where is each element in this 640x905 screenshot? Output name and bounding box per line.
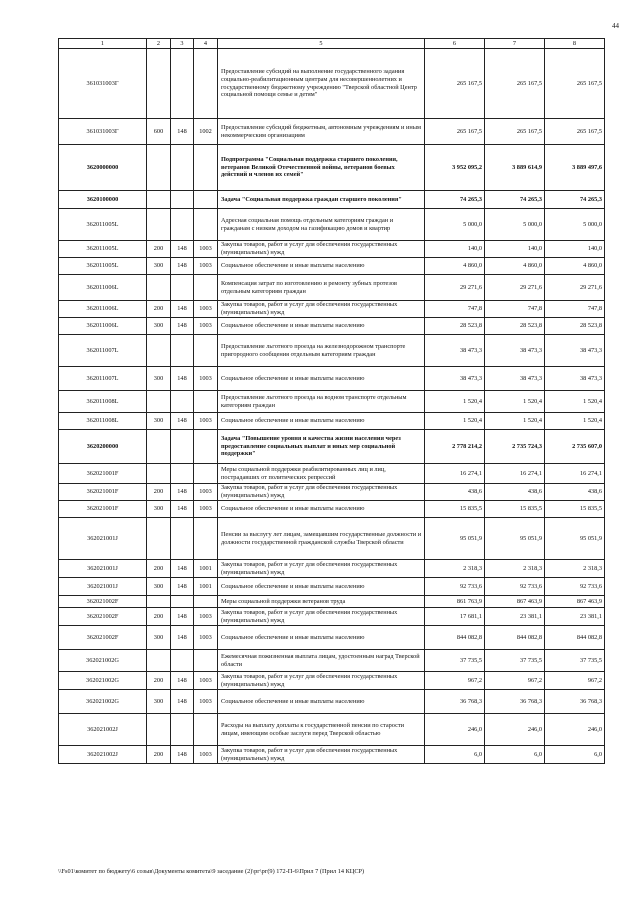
- type-cell: 300: [147, 578, 171, 596]
- amount-col8-cell: 265 167,5: [545, 49, 605, 119]
- admin-cell: [171, 145, 194, 191]
- description-cell: Социальное обеспечение и иные выплаты населению: [218, 690, 425, 714]
- section-cell: [194, 596, 218, 608]
- amount-col6-cell: 37 735,5: [425, 650, 485, 672]
- section-cell: 1003: [194, 672, 218, 690]
- amount-col6-cell: 2 318,3: [425, 560, 485, 578]
- amount-col8-cell: 867 463,9: [545, 596, 605, 608]
- code-cell: 3620100000: [59, 191, 147, 209]
- type-cell: [147, 650, 171, 672]
- amount-col6-cell: 95 051,9: [425, 518, 485, 560]
- table-row: [59, 119, 605, 145]
- description-cell: Расходы на выплату доплаты к государственной пенсии по старости лицам, имеющим особые заслуги перед Тверской областью: [218, 714, 425, 746]
- type-cell: 200: [147, 484, 171, 501]
- type-cell: 300: [147, 413, 171, 430]
- amount-col8-cell: 37 735,5: [545, 650, 605, 672]
- amount-col8-cell: 2 318,3: [545, 560, 605, 578]
- table-row: [59, 241, 605, 258]
- type-cell: 300: [147, 690, 171, 714]
- admin-cell: 148: [171, 484, 194, 501]
- code-cell: 362011005L: [59, 241, 147, 258]
- table-row: [59, 275, 605, 301]
- admin-cell: 148: [171, 672, 194, 690]
- description-cell: Социальное обеспечение и иные выплаты населению: [218, 258, 425, 275]
- admin-cell: 148: [171, 119, 194, 145]
- amount-col8-cell: 36 768,3: [545, 690, 605, 714]
- admin-cell: [171, 275, 194, 301]
- amount-col6-cell: 17 681,1: [425, 608, 485, 626]
- type-cell: [147, 518, 171, 560]
- amount-col6-cell: 265 167,5: [425, 49, 485, 119]
- type-cell: [147, 714, 171, 746]
- admin-cell: 148: [171, 746, 194, 764]
- section-cell: 1003: [194, 626, 218, 650]
- amount-col7-cell: 140,0: [485, 241, 545, 258]
- admin-cell: [171, 49, 194, 119]
- table-row: [59, 690, 605, 714]
- section-cell: [194, 464, 218, 484]
- admin-cell: 148: [171, 560, 194, 578]
- code-cell: 362021001J: [59, 560, 147, 578]
- amount-col8-cell: 28 523,8: [545, 318, 605, 335]
- table-row: [59, 49, 605, 119]
- amount-col8-cell: 38 473,3: [545, 367, 605, 391]
- section-cell: [194, 335, 218, 367]
- admin-cell: 148: [171, 413, 194, 430]
- amount-col7-cell: 37 735,5: [485, 650, 545, 672]
- type-cell: 300: [147, 367, 171, 391]
- amount-col7-cell: 967,2: [485, 672, 545, 690]
- amount-col7-cell: 265 167,5: [485, 49, 545, 119]
- admin-cell: 148: [171, 501, 194, 518]
- amount-col8-cell: 92 733,6: [545, 578, 605, 596]
- type-cell: [147, 191, 171, 209]
- amount-col6-cell: 28 523,8: [425, 318, 485, 335]
- admin-cell: [171, 430, 194, 464]
- amount-col7-cell: 74 265,3: [485, 191, 545, 209]
- admin-cell: 148: [171, 241, 194, 258]
- table-row: [59, 464, 605, 484]
- table-row: [59, 335, 605, 367]
- description-cell: Предоставление льготного проезда на железнодорожном транспорте пригородного сообщения отдельным категориям граждан: [218, 335, 425, 367]
- description-cell: Социальное обеспечение и иные выплаты населению: [218, 318, 425, 335]
- amount-col7-cell: 29 271,6: [485, 275, 545, 301]
- amount-col7-cell: 28 523,8: [485, 318, 545, 335]
- code-cell: 362021001F: [59, 484, 147, 501]
- amount-col7-cell: 867 463,9: [485, 596, 545, 608]
- amount-col6-cell: 438,6: [425, 484, 485, 501]
- section-cell: 1003: [194, 746, 218, 764]
- table-body: [59, 49, 605, 764]
- type-cell: 200: [147, 241, 171, 258]
- admin-cell: [171, 335, 194, 367]
- amount-col8-cell: 5 000,0: [545, 209, 605, 241]
- amount-col6-cell: 16 274,1: [425, 464, 485, 484]
- amount-col7-cell: 38 473,3: [485, 367, 545, 391]
- section-cell: 1003: [194, 241, 218, 258]
- amount-col7-cell: 15 835,5: [485, 501, 545, 518]
- amount-col8-cell: 1 520,4: [545, 391, 605, 413]
- amount-col6-cell: 92 733,6: [425, 578, 485, 596]
- admin-cell: 148: [171, 258, 194, 275]
- description-cell: Закупка товаров, работ и услуг для обеспечения государственных (муниципальных) нужд: [218, 560, 425, 578]
- code-cell: 3620000000: [59, 145, 147, 191]
- code-cell: 362021002G: [59, 650, 147, 672]
- header-cell: 1: [59, 39, 147, 49]
- description-cell: Задача "Повышение уровня и качества жизни населения через предоставление социальных выплат и иных мер социальной поддержки": [218, 430, 425, 464]
- amount-col7-cell: 36 768,3: [485, 690, 545, 714]
- amount-col6-cell: 1 520,4: [425, 413, 485, 430]
- amount-col6-cell: 265 167,5: [425, 119, 485, 145]
- amount-col6-cell: 140,0: [425, 241, 485, 258]
- type-cell: 200: [147, 301, 171, 318]
- admin-cell: [171, 191, 194, 209]
- page-number: 44: [612, 22, 619, 30]
- code-cell: 362021001J: [59, 578, 147, 596]
- table-row: [59, 650, 605, 672]
- description-cell: Адресная социальная помощь отдельным категориям граждан и гражданам с низким доходом на газификацию домов и квартир: [218, 209, 425, 241]
- table-header-row: [59, 39, 605, 49]
- code-cell: 361031003Г: [59, 49, 147, 119]
- type-cell: 200: [147, 560, 171, 578]
- amount-col6-cell: 844 082,8: [425, 626, 485, 650]
- amount-col7-cell: 16 274,1: [485, 464, 545, 484]
- type-cell: 200: [147, 672, 171, 690]
- section-cell: 1003: [194, 318, 218, 335]
- description-cell: Ежемесячная пожизненная выплата лицам, удостоенным наград Тверской области: [218, 650, 425, 672]
- amount-col6-cell: 2 778 214,2: [425, 430, 485, 464]
- amount-col8-cell: 438,6: [545, 484, 605, 501]
- description-cell: Закупка товаров, работ и услуг для обеспечения государственных (муниципальных) нужд: [218, 484, 425, 501]
- table-row: [59, 413, 605, 430]
- table-row: [59, 560, 605, 578]
- amount-col6-cell: 38 473,3: [425, 367, 485, 391]
- description-cell: Меры социальной поддержки ветеранов труда: [218, 596, 425, 608]
- amount-col7-cell: 1 520,4: [485, 413, 545, 430]
- amount-col7-cell: 95 051,9: [485, 518, 545, 560]
- header-cell: 6: [425, 39, 485, 49]
- code-cell: 362021001J: [59, 518, 147, 560]
- table-row: [59, 672, 605, 690]
- section-cell: 1003: [194, 367, 218, 391]
- amount-col6-cell: 38 473,3: [425, 335, 485, 367]
- admin-cell: [171, 518, 194, 560]
- admin-cell: 148: [171, 690, 194, 714]
- amount-col8-cell: 747,8: [545, 301, 605, 318]
- amount-col6-cell: 861 763,9: [425, 596, 485, 608]
- description-cell: Закупка товаров, работ и услуг для обеспечения государственных (муниципальных) нужд: [218, 241, 425, 258]
- description-cell: Меры социальной поддержки реабилитированных лиц и лиц, пострадавших от политических репрессий: [218, 464, 425, 484]
- header-cell: 5: [218, 39, 425, 49]
- table-row: [59, 714, 605, 746]
- type-cell: [147, 596, 171, 608]
- header-cell: 8: [545, 39, 605, 49]
- amount-col8-cell: 246,0: [545, 714, 605, 746]
- budget-table: [58, 38, 605, 764]
- type-cell: 300: [147, 318, 171, 335]
- description-cell: Закупка товаров, работ и услуг для обеспечения государственных (муниципальных) нужд: [218, 672, 425, 690]
- table-row: [59, 301, 605, 318]
- amount-col7-cell: 4 860,0: [485, 258, 545, 275]
- code-cell: 362021002F: [59, 608, 147, 626]
- amount-col6-cell: 4 860,0: [425, 258, 485, 275]
- header-cell: 2: [147, 39, 171, 49]
- admin-cell: [171, 596, 194, 608]
- type-cell: [147, 430, 171, 464]
- admin-cell: [171, 209, 194, 241]
- description-cell: Закупка товаров, работ и услуг для обеспечения государственных (муниципальных) нужд: [218, 301, 425, 318]
- admin-cell: [171, 650, 194, 672]
- table-row: [59, 391, 605, 413]
- table-row: [59, 430, 605, 464]
- amount-col8-cell: 6,0: [545, 746, 605, 764]
- header-cell: 3: [171, 39, 194, 49]
- description-cell: Социальное обеспечение и иные выплаты населению: [218, 578, 425, 596]
- code-cell: 362021002F: [59, 596, 147, 608]
- table-row: [59, 367, 605, 391]
- code-cell: 362021002G: [59, 672, 147, 690]
- description-cell: Социальное обеспечение и иные выплаты населению: [218, 501, 425, 518]
- type-cell: [147, 464, 171, 484]
- admin-cell: 148: [171, 367, 194, 391]
- amount-col6-cell: 967,2: [425, 672, 485, 690]
- amount-col6-cell: 747,8: [425, 301, 485, 318]
- amount-col7-cell: 844 082,8: [485, 626, 545, 650]
- code-cell: 362011007L: [59, 335, 147, 367]
- code-cell: 362011008L: [59, 413, 147, 430]
- header-cell: 7: [485, 39, 545, 49]
- code-cell: 362021002J: [59, 714, 147, 746]
- code-cell: 3620200000: [59, 430, 147, 464]
- section-cell: [194, 275, 218, 301]
- amount-col8-cell: 967,2: [545, 672, 605, 690]
- code-cell: 362021002J: [59, 746, 147, 764]
- amount-col8-cell: 29 271,6: [545, 275, 605, 301]
- amount-col6-cell: 36 768,3: [425, 690, 485, 714]
- table-row: [59, 501, 605, 518]
- section-cell: [194, 391, 218, 413]
- section-cell: [194, 430, 218, 464]
- section-cell: [194, 714, 218, 746]
- table-row: [59, 596, 605, 608]
- section-cell: 1003: [194, 608, 218, 626]
- admin-cell: 148: [171, 301, 194, 318]
- amount-col6-cell: 5 000,0: [425, 209, 485, 241]
- section-cell: 1003: [194, 301, 218, 318]
- amount-col8-cell: 3 889 497,6: [545, 145, 605, 191]
- section-cell: 1003: [194, 484, 218, 501]
- amount-col7-cell: 23 381,1: [485, 608, 545, 626]
- section-cell: 1003: [194, 413, 218, 430]
- code-cell: 362021001F: [59, 464, 147, 484]
- amount-col6-cell: 15 835,5: [425, 501, 485, 518]
- table-row: [59, 318, 605, 335]
- type-cell: 200: [147, 746, 171, 764]
- description-cell: Задача "Социальная поддержка граждан старшего поколения": [218, 191, 425, 209]
- code-cell: 361031003Г: [59, 119, 147, 145]
- amount-col8-cell: 38 473,3: [545, 335, 605, 367]
- code-cell: 362011005L: [59, 258, 147, 275]
- section-cell: [194, 650, 218, 672]
- admin-cell: 148: [171, 608, 194, 626]
- type-cell: [147, 49, 171, 119]
- amount-col7-cell: 3 889 614,9: [485, 145, 545, 191]
- code-cell: 362011006L: [59, 318, 147, 335]
- admin-cell: 148: [171, 318, 194, 335]
- description-cell: Закупка товаров, работ и услуг для обеспечения государственных (муниципальных) нужд: [218, 746, 425, 764]
- code-cell: 362021002F: [59, 626, 147, 650]
- admin-cell: [171, 714, 194, 746]
- amount-col6-cell: 246,0: [425, 714, 485, 746]
- amount-col7-cell: 92 733,6: [485, 578, 545, 596]
- amount-col8-cell: 1 520,4: [545, 413, 605, 430]
- type-cell: [147, 145, 171, 191]
- amount-col8-cell: 4 860,0: [545, 258, 605, 275]
- section-cell: 1003: [194, 501, 218, 518]
- code-cell: 362011006L: [59, 301, 147, 318]
- section-cell: 1003: [194, 258, 218, 275]
- code-cell: 362011005L: [59, 209, 147, 241]
- section-cell: [194, 49, 218, 119]
- amount-col7-cell: 747,8: [485, 301, 545, 318]
- amount-col7-cell: 38 473,3: [485, 335, 545, 367]
- table-row: [59, 209, 605, 241]
- amount-col6-cell: 74 265,3: [425, 191, 485, 209]
- amount-col6-cell: 29 271,6: [425, 275, 485, 301]
- amount-col7-cell: 246,0: [485, 714, 545, 746]
- type-cell: [147, 391, 171, 413]
- section-cell: [194, 209, 218, 241]
- amount-col7-cell: 1 520,4: [485, 391, 545, 413]
- section-cell: [194, 518, 218, 560]
- amount-col8-cell: 74 265,3: [545, 191, 605, 209]
- table-row: [59, 608, 605, 626]
- type-cell: 300: [147, 501, 171, 518]
- admin-cell: [171, 464, 194, 484]
- section-cell: 1003: [194, 690, 218, 714]
- description-cell: Закупка товаров, работ и услуг для обеспечения государственных (муниципальных) нужд: [218, 608, 425, 626]
- amount-col7-cell: 6,0: [485, 746, 545, 764]
- type-cell: [147, 335, 171, 367]
- amount-col7-cell: 2 318,3: [485, 560, 545, 578]
- table-row: [59, 258, 605, 275]
- description-cell: Социальное обеспечение и иные выплаты населению: [218, 367, 425, 391]
- table-row: [59, 626, 605, 650]
- amount-col8-cell: 15 835,5: [545, 501, 605, 518]
- amount-col6-cell: 6,0: [425, 746, 485, 764]
- amount-col7-cell: 265 167,5: [485, 119, 545, 145]
- amount-col8-cell: 265 167,5: [545, 119, 605, 145]
- admin-cell: 148: [171, 626, 194, 650]
- table-row: [59, 484, 605, 501]
- amount-col6-cell: 3 952 095,2: [425, 145, 485, 191]
- table-row: [59, 518, 605, 560]
- table-row: [59, 191, 605, 209]
- table-row: [59, 746, 605, 764]
- description-cell: Социальное обеспечение и иные выплаты населению: [218, 626, 425, 650]
- amount-col8-cell: 16 274,1: [545, 464, 605, 484]
- description-cell: Предоставление льготного проезда на водном транспорте отдельным категориям граждан: [218, 391, 425, 413]
- description-cell: Компенсация затрат по изготовлению и ремонту зубных протезов отдельным категориям граждан: [218, 275, 425, 301]
- file-path-footer: \\Fs01\комитет по бюджету\6 созыв\Документы комитета\9 заседание (2)\рг\рг(9) 172-П-6\Прил 7 (Прил 14 КЦСР): [58, 868, 365, 875]
- code-cell: 362021002G: [59, 690, 147, 714]
- admin-cell: [171, 391, 194, 413]
- section-cell: 1002: [194, 119, 218, 145]
- amount-col8-cell: 23 381,1: [545, 608, 605, 626]
- description-cell: Предоставление субсидий бюджетным, автономным учреждениям и иным некоммерческим организациям: [218, 119, 425, 145]
- amount-col8-cell: 2 735 607,0: [545, 430, 605, 464]
- code-cell: 362011006L: [59, 275, 147, 301]
- header-cell: 4: [194, 39, 218, 49]
- description-cell: Социальное обеспечение и иные выплаты населению: [218, 413, 425, 430]
- section-cell: [194, 191, 218, 209]
- code-cell: 362011008L: [59, 391, 147, 413]
- type-cell: 200: [147, 608, 171, 626]
- amount-col8-cell: 140,0: [545, 241, 605, 258]
- amount-col8-cell: 844 082,8: [545, 626, 605, 650]
- amount-col8-cell: 95 051,9: [545, 518, 605, 560]
- amount-col7-cell: 5 000,0: [485, 209, 545, 241]
- description-cell: Предоставление субсидий на выполнение государственного задания социально-реабилитационным центрам для несовершеннолетних и государственному бюджетному учреждению "Тверской областной Центр социальной помощи семье и детям": [218, 49, 425, 119]
- type-cell: 300: [147, 626, 171, 650]
- amount-col7-cell: 2 735 724,3: [485, 430, 545, 464]
- section-cell: 1001: [194, 560, 218, 578]
- admin-cell: 148: [171, 578, 194, 596]
- type-cell: 300: [147, 258, 171, 275]
- amount-col6-cell: 1 520,4: [425, 391, 485, 413]
- description-cell: Пенсии за выслугу лет лицам, замещавшим государственные должности и должности государственной гражданской службы Тверской области: [218, 518, 425, 560]
- code-cell: 362011007L: [59, 367, 147, 391]
- type-cell: [147, 275, 171, 301]
- section-cell: 1001: [194, 578, 218, 596]
- type-cell: 600: [147, 119, 171, 145]
- section-cell: [194, 145, 218, 191]
- amount-col7-cell: 438,6: [485, 484, 545, 501]
- description-cell: Подпрограмма "Социальная поддержка старшего поколения, ветеранов Великой Отечественной войны, ветеранов боевых действий и членов их семей": [218, 145, 425, 191]
- table-row: [59, 145, 605, 191]
- table-row: [59, 578, 605, 596]
- code-cell: 362021001F: [59, 501, 147, 518]
- type-cell: [147, 209, 171, 241]
